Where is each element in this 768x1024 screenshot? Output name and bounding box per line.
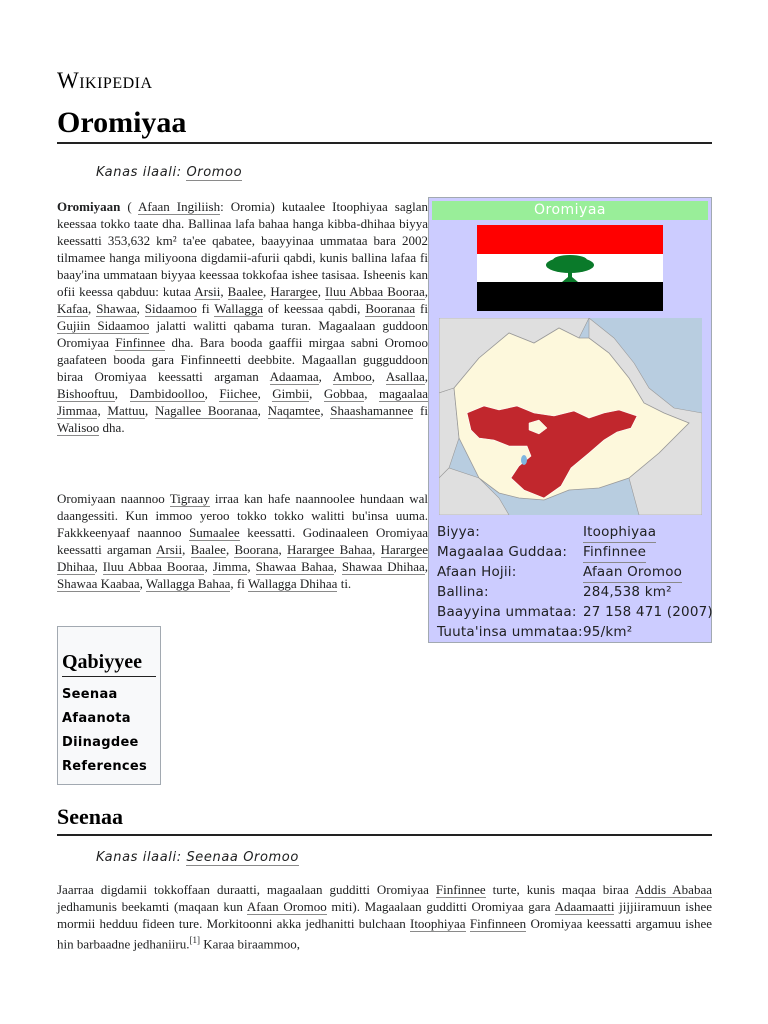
link-finfinneen[interactable]: Finfinneen [469, 916, 527, 931]
second-paragraph: Oromiyaan naannoo Tigraay irraa kan hafe naannoolee hundaan wal daangessiti. Kun immoo yeroo tokko tokko walitti bu'insa uuma. Fakkkeenyaaf naannoo Sumaalee keessatti. Godinaaleen Oromiyaa keessatti argaman Arsii, Baalee, Boorana, Harargee Bahaa, Harargee Dhihaa, Iluu Abbaa Booraa, Jimma, Shawaa Bahaa, Shawaa Dhihaa, Shawaa Kaabaa, Wallagga Bahaa, fi Wallagga Dhihaa ti. [57, 491, 429, 591]
link-shawaa-bahaa[interactable]: Shawaa Bahaa [255, 559, 334, 574]
text: fi [196, 301, 215, 316]
link-arsii-2[interactable]: Arsii [156, 542, 183, 557]
flag-red-stripe [477, 225, 663, 254]
hatnote-link-seenaa-oromoo[interactable]: Seenaa Oromoo [186, 850, 299, 865]
link-jimmaa[interactable]: magaalaa Jimmaa [57, 386, 429, 418]
link-baalee[interactable]: Baalee [227, 284, 264, 299]
text: turte, kunis maqaa biraa [485, 882, 635, 897]
section-paragraph [57, 881, 712, 952]
hatnote-prefix: Kanas ilaali: [96, 850, 182, 865]
infobox-key: Magaalaa Guddaa: [437, 544, 568, 560]
page-title: Oromiyaa [57, 106, 712, 144]
section-hatnote [96, 850, 299, 865]
link-booranaa[interactable]: Booranaa [365, 301, 416, 316]
infobox-row-magaalaa [437, 542, 713, 562]
link-gujiin-sidaamoo[interactable]: Gujiin Sidaamoo [57, 318, 150, 333]
text: Oromiyaan naannoo [57, 491, 170, 506]
link-mattuu[interactable]: Mattuu [107, 403, 145, 418]
text: jedhamunis beekamti (maqaan kun [57, 899, 247, 914]
link-gobbaa[interactable]: Gobbaa [323, 386, 365, 401]
link-walisoo[interactable]: Walisoo [57, 420, 100, 435]
link-nagallee-booranaa[interactable]: Nagallee Booranaa [154, 403, 258, 418]
link-afaan-ingiliish[interactable]: Afaan Ingiliish [138, 199, 221, 214]
link-bishooftuu[interactable]: Bishooftuu [57, 386, 115, 401]
flag-black-stripe [477, 282, 663, 311]
text: Oromiyaa keessatti argamuu ishee hin barbaadne jedhaniiru. [57, 916, 712, 952]
text: jalatti walitti qabama turan. Magaalaan guddoon Oromiyaa [57, 318, 428, 350]
text: Jaarraa digdamii tokkoffaan duraatti, magaalaan gudditti Oromiyaa [57, 882, 436, 897]
text: dha. [99, 420, 125, 435]
infobox-key: Afaan Hojii: [437, 564, 517, 580]
hatnote [96, 165, 242, 180]
link-afaan-oromoo[interactable]: Afaan Oromoo [246, 899, 327, 914]
infobox-key: Biyya: [437, 524, 481, 540]
link-iluu-abbaa-booraa-2[interactable]: Iluu Abbaa Booraa [102, 559, 205, 574]
link-shawaa-dhihaa[interactable]: Shawaa Dhihaa [341, 559, 425, 574]
intro-paragraph: Oromiyaan ( Afaan Ingiliish: Oromia) kutaalee Itoophiyaa saglan keessaa tokko taate dha. Ballinaa lafa bahaa hanga kibba-dhihaa biyya keessatti 353,632 km² ta'ee qabatee, baayyinaa ummataa bara 2002 tilmamee hanga miliyoona digdamii-afurii qabdi, kunis ballina lafaa fi baay'ina ummataan biyyaa keessaa tokkofaa ishee tasisaa. Isheenis kan ofii keessa qabduu: kutaa Arsii, Baalee, Harargee, Iluu Abbaa Booraa, Kafaa, Shawaa, Sidaamoo fi Wallagga of keessaa qabdi, Booranaa fi Gujiin Sidaamoo jalatti walitti qabama turan. Magaalaan guddoon Oromiyaa Finfinnee dha. Bara booda gaaffii mirgaa sabni Oromoo gaafateen booda gara Finfinneetti deebbite. Magaallan gugguddoon biraa Oromiyaa keessatti argaman Adaamaa, Amboo, Asallaa, Bishooftuu, Dambidoolloo, Fiichee, Gimbii, Gobbaa, magaalaa Jimmaa, Mattuu, Nagallee Booranaa, Naqamtee, Shaashamannee fi Walisoo dha. [57, 199, 429, 435]
link-itoophiyaa[interactable]: Itoophiyaa [409, 916, 466, 931]
text: miti). Magaalaan gudditti Oromiyaa gara [326, 899, 555, 914]
text: dha. Bara booda gaaffii mirgaa sabni Oromoo gaafateen booda gara Finfinneetti deebbite. Magaallan gugguddoon biraa Oromiyaa keessatti argaman [57, 335, 429, 384]
infobox-row-ballina [437, 582, 713, 602]
infobox-row-baayyina [437, 602, 713, 622]
link-harargee-bahaa[interactable]: Harargee Bahaa [286, 542, 373, 557]
link-naqamtee[interactable]: Naqamtee [267, 403, 321, 418]
infobox-row-afaan [437, 562, 713, 582]
infobox-key: Baayyina ummataa: [437, 604, 577, 620]
link-sumaalee[interactable]: Sumaalee [189, 525, 240, 540]
infobox-key: Tuuta'insa ummataa: [437, 624, 583, 640]
text: : Oromia) kutaalee Itoophiyaa saglan keessaa tokko taate dha. Ballinaa lafa bahaa hanga kibba-dhihaa biyya keessatti 353,632 km² ta'ee qabatee, baayyinaa ummataa bara 2002 tilmamee hanga miliyoona digdamii-afurii qabdi, kunis ballina lafaa fi baay'ina ummataan biyyaa keessaa tokkofaa ishee tasisaa. Isheenis kan ofii keessa qabduu: kutaa [57, 199, 428, 299]
infobox-value-link[interactable]: Finfinnee [583, 542, 646, 563]
wikipedia-logo[interactable]: Wikipedia [57, 68, 153, 93]
hatnote-prefix: Kanas ilaali: [96, 165, 182, 180]
infobox-value-link[interactable]: Itoophiyaa [583, 522, 656, 543]
intro-bold-term: Oromiyaan [57, 199, 121, 214]
link-finfinnee-2[interactable]: Finfinnee [435, 882, 486, 897]
infobox-value: 27 158 471 (2007) [583, 604, 713, 620]
toc-item-references[interactable]: References [62, 759, 148, 774]
infobox-value: 284,538 km² [583, 584, 672, 600]
toc-title: Qabiyyee [62, 651, 156, 677]
table-of-contents [57, 626, 161, 785]
link-arsii[interactable]: Arsii [194, 284, 221, 299]
hatnote-link-oromoo[interactable]: Oromoo [186, 165, 243, 180]
link-kafaa[interactable]: Kafaa [57, 301, 89, 316]
link-finfinnee[interactable]: Finfinnee [115, 335, 166, 350]
infobox [428, 197, 712, 643]
text: irraa kan hafe naannoolee hundaan wal daangessiti. Kun immoo yeroo tokko tokko walitti bu'insa uuma. Fakkkeenyaaf naannoo [57, 491, 428, 540]
infobox-header: Oromiyaa [432, 201, 708, 220]
link-amboo[interactable]: Amboo [332, 369, 372, 384]
link-wallagga-bahaa[interactable]: Wallagga Bahaa [145, 576, 231, 591]
link-fiichee[interactable]: Fiichee [219, 386, 258, 401]
infobox-row-biyya [437, 522, 713, 542]
link-iluu-abbaa-booraa[interactable]: Iluu Abbaa Booraa [325, 284, 425, 299]
reference-1[interactable]: [1] [189, 935, 200, 945]
link-jimma[interactable]: Jimma [212, 559, 248, 574]
link-adaamaa[interactable]: Adaamaa [269, 369, 319, 384]
link-addis-ababaa[interactable]: Addis Ababaa [634, 882, 712, 897]
toc-item-afaanota[interactable]: Afaanota [62, 711, 131, 726]
text: ti. [337, 576, 352, 591]
text: Karaa biraammoo, [199, 936, 300, 952]
infobox-value-link[interactable]: Afaan Oromoo [583, 562, 682, 583]
text: keessatti. Godinaaleen Oromiyaa keessatti argaman [57, 525, 428, 557]
text: ( [120, 199, 138, 214]
link-harargee-dhihaa[interactable]: Harargee Dhihaa [57, 542, 429, 574]
text: of keessaa qabdi, [263, 301, 366, 316]
oromia-location-map[interactable] [439, 318, 702, 515]
link-sidaamoo[interactable]: Sidaamoo [144, 301, 197, 316]
link-dambidoolloo[interactable]: Dambidoolloo [129, 386, 205, 401]
link-shawaa[interactable]: Shawaa [96, 301, 137, 316]
infobox-value: 95/km² [583, 624, 633, 640]
link-shaashamannee[interactable]: Shaashamannee [330, 403, 414, 418]
link-wallagga[interactable]: Wallagga [214, 301, 264, 316]
link-asallaa[interactable]: Asallaa [385, 369, 425, 384]
section-heading-seenaa: Seenaa [57, 804, 712, 836]
toc-item-diinagdee[interactable]: Diinagdee [62, 735, 139, 750]
link-wallagga-dhihaa[interactable]: Wallagga Dhihaa [247, 576, 338, 591]
oromia-flag-image[interactable] [477, 225, 663, 311]
link-baalee-2[interactable]: Baalee [190, 542, 226, 557]
toc-item-seenaa[interactable]: Seenaa [62, 687, 118, 702]
link-shawaa-kaabaa[interactable]: Shawaa Kaabaa [57, 576, 140, 591]
link-tigraay[interactable]: Tigraay [169, 491, 210, 506]
link-gimbii[interactable]: Gimbii [272, 386, 310, 401]
infobox-key: Ballina: [437, 584, 489, 600]
link-harargee[interactable]: Harargee [270, 284, 318, 299]
infobox-row-tuuta [437, 622, 713, 642]
map-lake [521, 455, 527, 465]
text: jijjiiramuun ishee mormii hedduu fideen ture. Morkitoonni akka jedhanitti bulchaan [57, 899, 712, 931]
link-adaamaatti[interactable]: Adaamaatti [554, 899, 615, 914]
link-boorana[interactable]: Boorana [234, 542, 279, 557]
